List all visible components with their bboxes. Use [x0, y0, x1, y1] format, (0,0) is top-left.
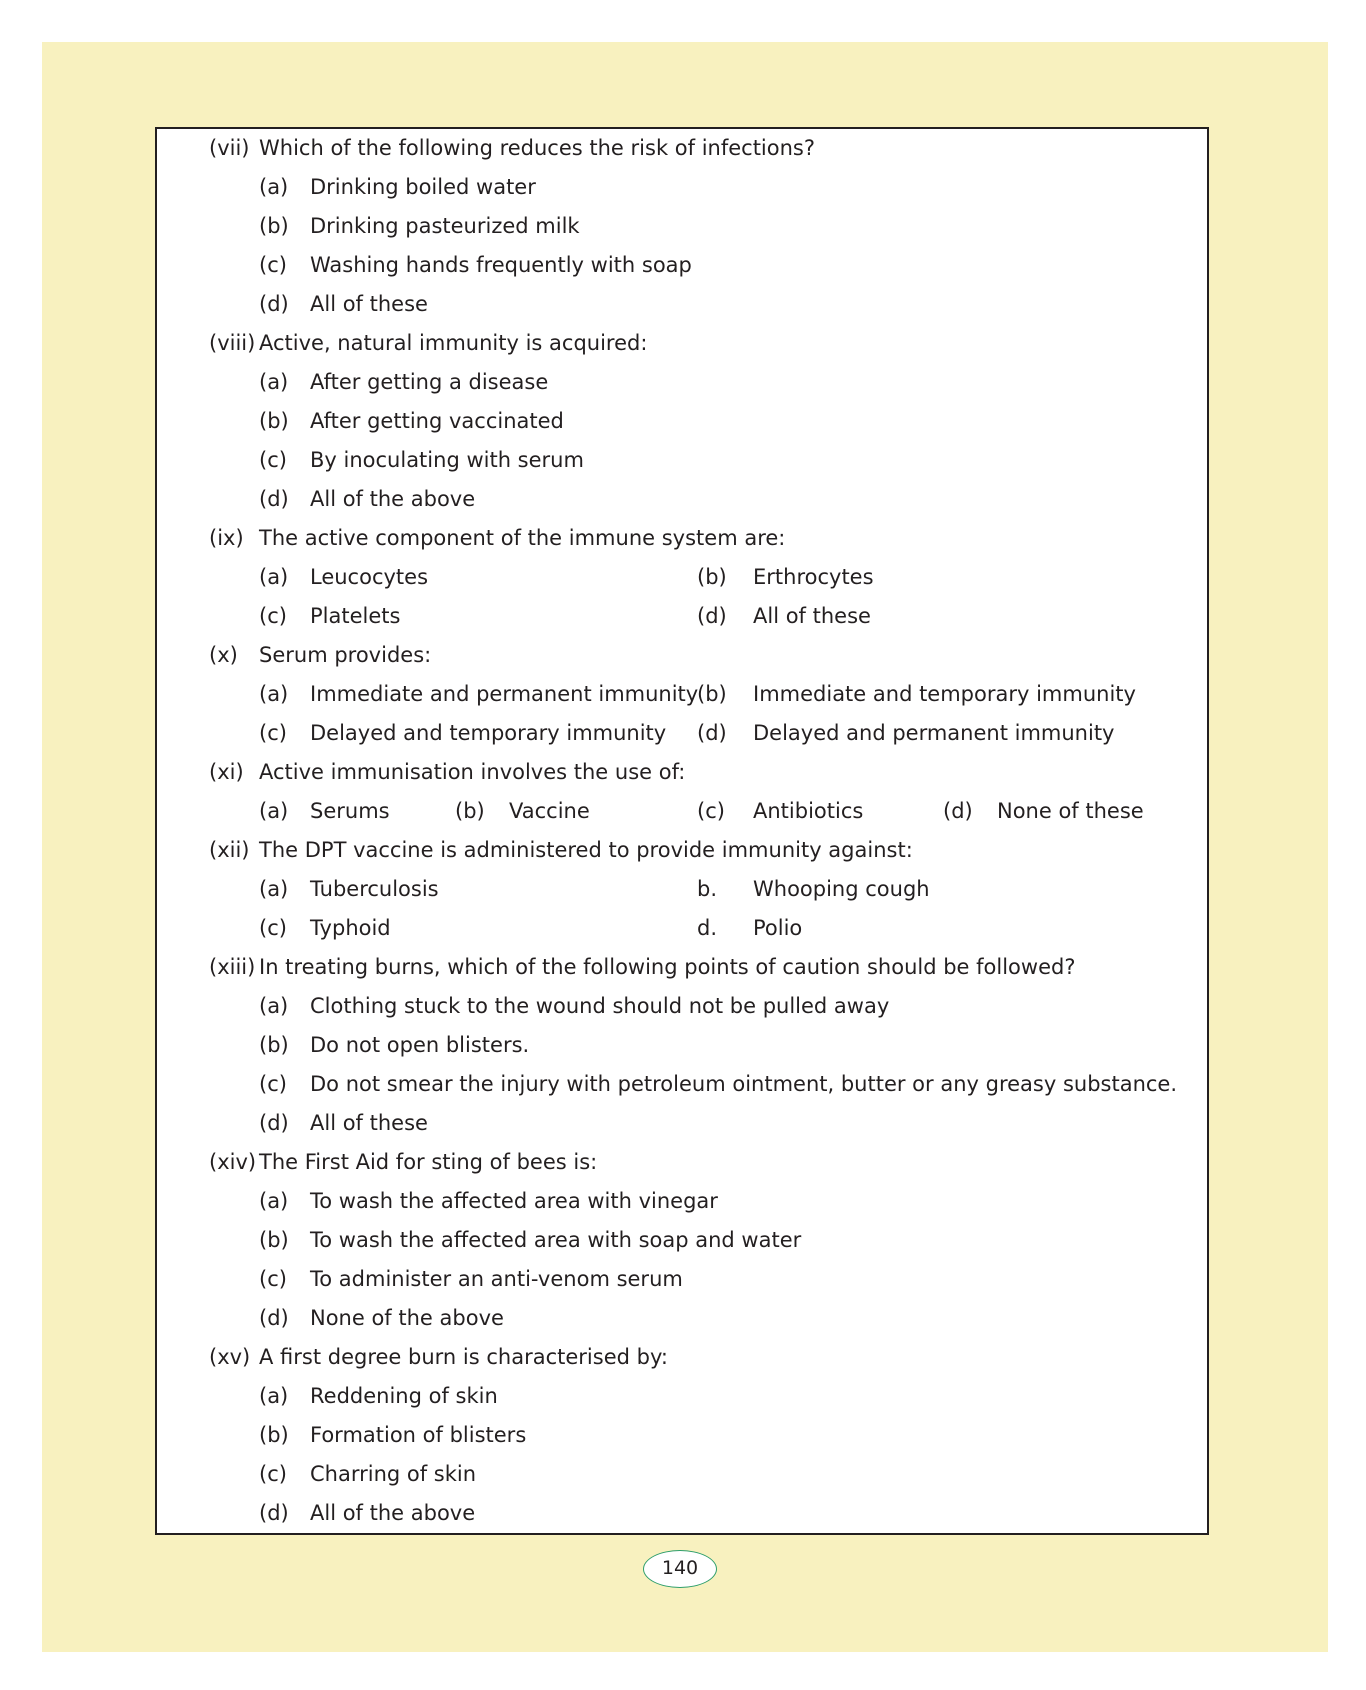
- option-row: [157, 1026, 1207, 1065]
- option-text: Do not smear the injury with petroleum ointment, butter or any greasy substance.: [310, 1072, 1178, 1096]
- question-text: Active, natural immunity is acquired:: [259, 331, 648, 355]
- option-label: (a): [259, 1189, 289, 1213]
- option-label: (d): [259, 487, 289, 511]
- question-row: [157, 753, 1207, 792]
- option-label: (a): [259, 175, 289, 199]
- question-row: [157, 324, 1207, 363]
- option-text: After getting vaccinated: [310, 409, 564, 433]
- option-text: Washing hands frequently with soap: [310, 253, 692, 277]
- option-row: [157, 363, 1207, 402]
- option-row: [157, 1299, 1207, 1338]
- option-text: Typhoid: [310, 916, 391, 940]
- option-label: (c): [259, 1267, 287, 1291]
- option-text: None of the above: [310, 1306, 504, 1330]
- option-label: (b): [259, 214, 289, 238]
- option-label: (c): [259, 721, 287, 745]
- option-label: (b): [259, 409, 289, 433]
- question-number: (xiv): [209, 1150, 257, 1174]
- question-text: In treating burns, which of the following points of caution should be followed?: [259, 955, 1076, 979]
- option-text: Leucocytes: [310, 565, 429, 589]
- option-label: (c): [259, 253, 287, 277]
- option-text: To administer an anti-venom serum: [310, 1267, 683, 1291]
- question-number: (vii): [209, 136, 250, 160]
- question-row: [157, 1143, 1207, 1182]
- option-row: [157, 1065, 1207, 1104]
- option-label: (c): [259, 448, 287, 472]
- question-number: (xiii): [209, 955, 256, 979]
- option-label: (b): [455, 799, 485, 823]
- question-number: (xii): [209, 838, 250, 862]
- option-row: [157, 675, 1207, 714]
- option-label: (b): [697, 565, 727, 589]
- option-text: Erthrocytes: [753, 565, 874, 589]
- option-label: (a): [259, 682, 289, 706]
- option-text: By inoculating with serum: [310, 448, 584, 472]
- question-row: [157, 129, 1207, 168]
- option-text: Vaccine: [509, 799, 590, 823]
- option-text: All of the above: [310, 1501, 476, 1525]
- option-label: (a): [259, 370, 289, 394]
- option-label: d.: [697, 916, 718, 940]
- option-row: [157, 1221, 1207, 1260]
- question-row: [157, 948, 1207, 987]
- question-text: A first degree burn is characterised by:: [259, 1345, 668, 1369]
- option-label: (b): [259, 1423, 289, 1447]
- option-text: All of these: [310, 1111, 428, 1135]
- option-text: Tuberculosis: [310, 877, 439, 901]
- question-number: (ix): [209, 526, 244, 550]
- option-row: [157, 558, 1207, 597]
- option-text: All of these: [310, 292, 428, 316]
- page-number: 140: [643, 1550, 717, 1588]
- question-row: [157, 1338, 1207, 1377]
- option-row: [157, 246, 1207, 285]
- option-text: All of these: [753, 604, 871, 628]
- option-label: (b): [697, 682, 727, 706]
- option-row: [157, 1494, 1207, 1533]
- option-row: [157, 1455, 1207, 1494]
- option-text: Delayed and permanent immunity: [753, 721, 1115, 745]
- option-label: (c): [259, 916, 287, 940]
- option-row: [157, 1260, 1207, 1299]
- option-text: Platelets: [310, 604, 401, 628]
- option-text: Drinking pasteurized milk: [310, 214, 580, 238]
- question-text: Serum provides:: [259, 643, 432, 667]
- question-text: The DPT vaccine is administered to provide immunity against:: [259, 838, 913, 862]
- option-row: [157, 441, 1207, 480]
- option-text: To wash the affected area with vinegar: [310, 1189, 718, 1213]
- option-label: (d): [259, 1111, 289, 1135]
- option-text: Reddening of skin: [310, 1384, 498, 1408]
- option-row: [157, 792, 1207, 831]
- option-row: [157, 1416, 1207, 1455]
- option-text: Immediate and temporary immunity: [753, 682, 1136, 706]
- option-text: Serums: [310, 799, 390, 823]
- option-row: [157, 168, 1207, 207]
- option-row: [157, 597, 1207, 636]
- option-row: [157, 987, 1207, 1026]
- option-label: (b): [259, 1228, 289, 1252]
- option-label: (a): [259, 994, 289, 1018]
- option-label: (c): [259, 1462, 287, 1486]
- question-number: (xi): [209, 760, 244, 784]
- question-number: (xv): [209, 1345, 251, 1369]
- option-text: Antibiotics: [753, 799, 864, 823]
- option-row: [157, 285, 1207, 324]
- question-text: Active immunisation involves the use of:: [259, 760, 686, 784]
- question-text: Which of the following reduces the risk of infections?: [259, 136, 816, 160]
- option-label: (d): [259, 1306, 289, 1330]
- option-row: [157, 1104, 1207, 1143]
- option-label: (d): [259, 1501, 289, 1525]
- option-row: [157, 207, 1207, 246]
- option-text: Formation of blisters: [310, 1423, 527, 1447]
- option-text: Do not open blisters.: [310, 1033, 530, 1057]
- option-label: (d): [697, 721, 727, 745]
- option-text: Immediate and permanent immunity: [310, 682, 699, 706]
- option-label: (c): [697, 799, 725, 823]
- question-text: The First Aid for sting of bees is:: [259, 1150, 598, 1174]
- question-row: [157, 831, 1207, 870]
- option-label: (a): [259, 1384, 289, 1408]
- option-label: (a): [259, 799, 289, 823]
- option-row: [157, 480, 1207, 519]
- option-row: [157, 402, 1207, 441]
- option-text: None of these: [997, 799, 1144, 823]
- option-text: To wash the affected area with soap and water: [310, 1228, 802, 1252]
- option-label: b.: [697, 877, 718, 901]
- option-label: (d): [943, 799, 973, 823]
- option-row: [157, 909, 1207, 948]
- option-text: Whooping cough: [753, 877, 930, 901]
- question-number: (viii): [209, 331, 256, 355]
- option-label: (c): [259, 604, 287, 628]
- option-text: Charring of skin: [310, 1462, 477, 1486]
- question-text: The active component of the immune system are:: [259, 526, 786, 550]
- option-row: [157, 870, 1207, 909]
- option-label: (d): [259, 292, 289, 316]
- option-label: (d): [697, 604, 727, 628]
- question-row: [157, 519, 1207, 558]
- question-row: [157, 636, 1207, 675]
- option-text: Delayed and temporary immunity: [310, 721, 667, 745]
- questions-panel: [155, 127, 1209, 1535]
- option-text: All of the above: [310, 487, 476, 511]
- option-text: Polio: [753, 916, 803, 940]
- option-label: (a): [259, 565, 289, 589]
- option-text: Clothing stuck to the wound should not be pulled away: [310, 994, 890, 1018]
- option-label: (a): [259, 877, 289, 901]
- option-label: (c): [259, 1072, 287, 1096]
- option-label: (b): [259, 1033, 289, 1057]
- question-number: (x): [209, 643, 238, 667]
- option-text: Drinking boiled water: [310, 175, 536, 199]
- option-row: [157, 1182, 1207, 1221]
- option-row: [157, 1377, 1207, 1416]
- option-row: [157, 714, 1207, 753]
- option-text: After getting a disease: [310, 370, 549, 394]
